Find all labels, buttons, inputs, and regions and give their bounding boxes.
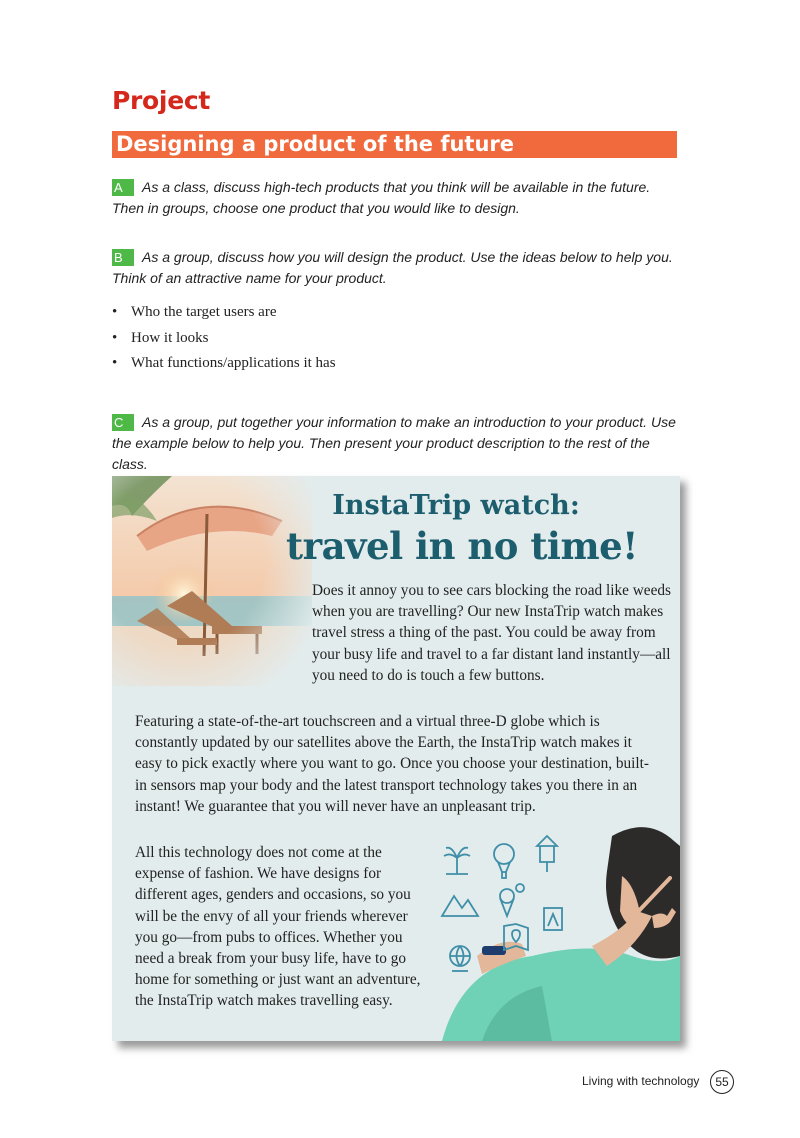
section-title: Project xyxy=(112,86,211,115)
card-title-line1: InstaTrip watch: xyxy=(332,490,580,521)
person-body xyxy=(442,949,680,1042)
banner-title: Designing a product of the future xyxy=(116,132,515,156)
card-paragraph-3: All this technology does not come at the expense of fashion. We have designs for different ages, genders and occasions, so you will be the envy of all your friends wherever you go—from pubs to offices. Whether you need a break from your busy life, have to go home for something or just want an adventure, the InstaTrip watch makes travelling easy. xyxy=(135,844,421,1010)
chapter-label: Living with technology xyxy=(582,1074,700,1088)
task-text: As a group, discuss how you will design the product. Use the ideas below to help you. Think of an attractive name for your product. xyxy=(112,249,673,286)
task-b xyxy=(112,247,682,289)
card-paragraph-1: Does it annoy you to see cars blocking the road like weeds when you are travelling? Our new InstaTrip watch makes travel stress a thing of the past. You could be away from your busy life and travel to a far distant land instantly—all you need to do is touch a few buttons. xyxy=(312,582,671,684)
bullet-icon: • xyxy=(112,355,118,371)
list-item: • Who the target users are xyxy=(112,302,336,328)
palm-tree-icon xyxy=(444,848,470,874)
task-letter-badge: C xyxy=(112,414,134,431)
product-card xyxy=(112,476,680,1041)
hot-air-balloon-icon xyxy=(494,844,514,878)
map-icon xyxy=(544,908,562,930)
task-text: As a group, put together your information to make an introduction to your product. Use the example below to help you. Then present your product description to the rest of the class. xyxy=(112,414,676,472)
idea-list xyxy=(112,302,336,379)
banner xyxy=(112,131,677,158)
watch-icon xyxy=(482,946,506,955)
page-number: 55 xyxy=(710,1070,734,1094)
task-letter-badge: A xyxy=(112,179,134,196)
mountain-icon xyxy=(442,896,478,916)
task-text: As a class, discuss high-tech products that you think will be available in the future. Then in groups, choose one product that you would like to design. xyxy=(112,179,651,216)
list-item: • How it looks xyxy=(112,328,336,354)
card-paragraph-2: Featuring a state-of-the-art touchscreen and a virtual three-D globe which is constantly updated by our satellites above the Earth, the InstaTrip watch makes it easy to pick exactly where you want to go. Once you choose your destination, built-in sensors map your body and the latest transport technology takes you there in an instant! We guarantee that you will never have an unpleasant trip. xyxy=(135,713,650,815)
task-letter-badge: B xyxy=(112,249,134,266)
person-touching-icons-image xyxy=(422,816,680,1041)
list-item: • What functions/applications it has xyxy=(112,353,336,379)
ice-cream-icon xyxy=(500,884,524,916)
tree-house-icon xyxy=(537,836,557,872)
task-c xyxy=(112,412,682,475)
bullet-icon: • xyxy=(112,329,118,346)
task-a xyxy=(112,177,682,219)
bullet-icon: • xyxy=(112,304,118,320)
globe-icon xyxy=(450,946,470,971)
card-title-line2: travel in no time! xyxy=(286,524,638,568)
